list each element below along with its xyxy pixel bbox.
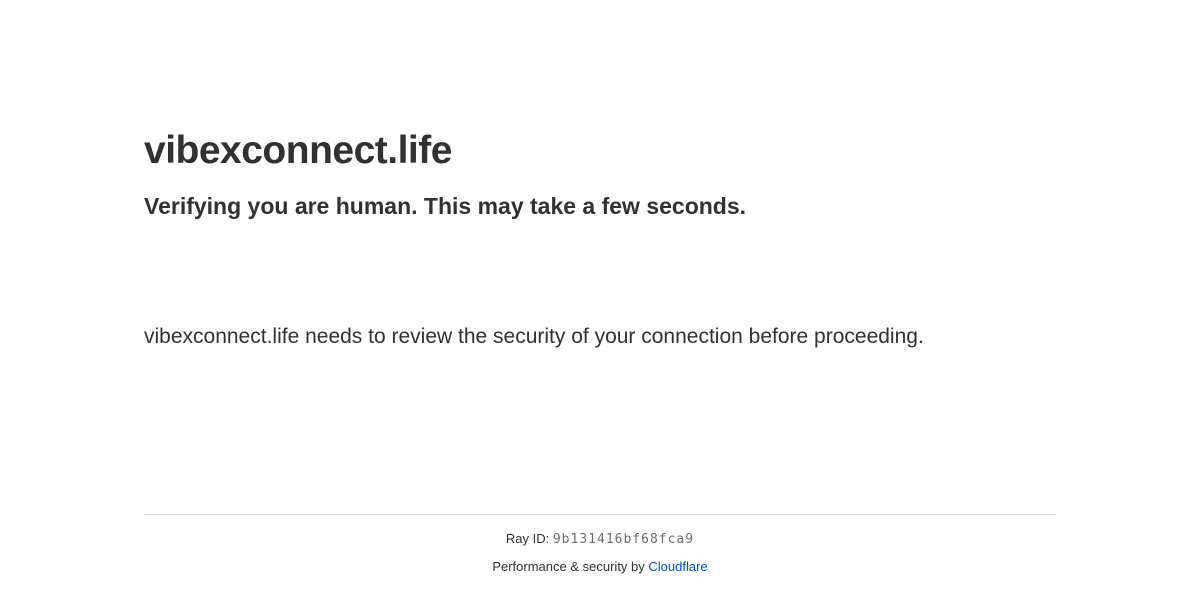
performance-security-text: Performance & security by (492, 559, 645, 574)
main-content (144, 0, 1056, 577)
security-review-message: vibexconnect.life needs to review the security of your connection before proceeding. (144, 325, 924, 348)
footer (144, 514, 1056, 577)
page-title: vibexconnect.life (144, 129, 452, 172)
cloudflare-link[interactable]: Cloudflare (648, 559, 708, 574)
verifying-message: Verifying you are human. This may take a few seconds. (144, 193, 747, 219)
performance-security-line (144, 557, 1056, 577)
ray-id-value: 9b131416bf68fca9 (552, 532, 695, 547)
ray-id-line (144, 529, 1056, 550)
ray-id-label: Ray ID: (505, 531, 550, 546)
